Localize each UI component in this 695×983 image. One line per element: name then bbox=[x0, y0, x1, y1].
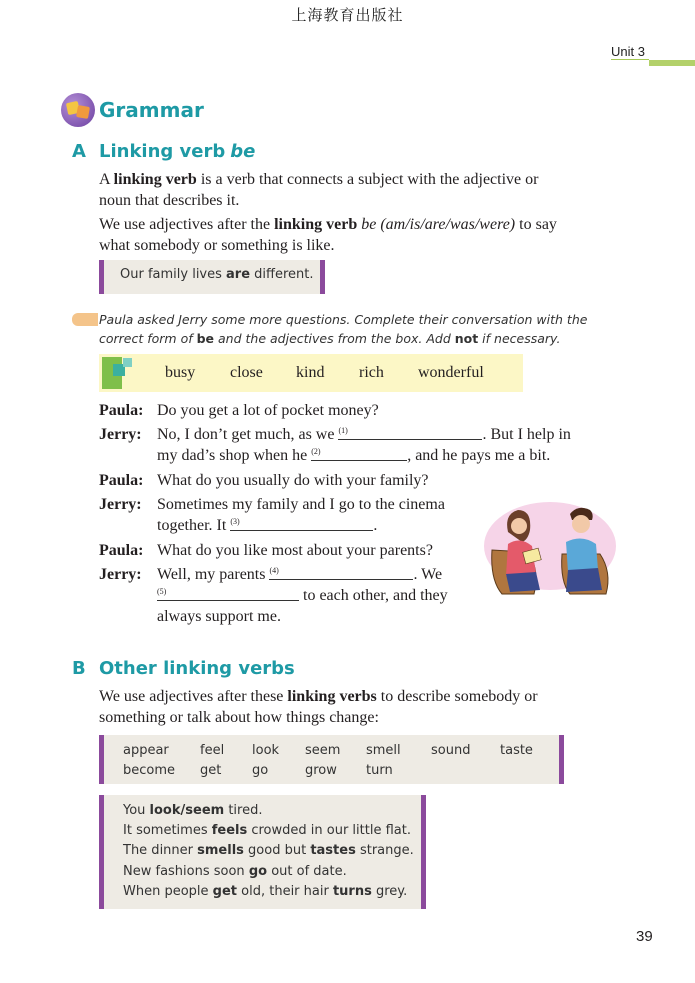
answer-blank-3[interactable]: (3) bbox=[230, 515, 373, 531]
section-a-letter: A bbox=[72, 141, 86, 162]
linking-verb: appear bbox=[123, 743, 169, 758]
section-a-paragraph-2: We use adjectives after the linking verb be (am/is/are/was/were) to say what somebody or something is like. bbox=[99, 216, 557, 254]
word-box-item: close bbox=[230, 364, 263, 381]
linking-verb: look bbox=[252, 743, 280, 758]
linking-verb: get bbox=[200, 763, 222, 778]
unit-underline bbox=[611, 59, 649, 60]
speaker-name: Jerry: bbox=[99, 426, 142, 443]
family-conversation-illustration bbox=[482, 500, 617, 598]
example-sentence: New fashions soon go out of date. bbox=[123, 863, 347, 879]
linking-verb: sound bbox=[431, 743, 471, 758]
example-sentence: The dinner smells good but tastes strange. bbox=[123, 843, 414, 859]
word-box-item: rich bbox=[359, 364, 384, 381]
word-box-item: wonderful bbox=[418, 364, 484, 381]
speaker-name: Jerry: bbox=[99, 566, 142, 583]
section-a-title: Linking verb bbox=[99, 141, 226, 162]
puzzle-icon bbox=[61, 93, 95, 127]
linking-verb: turn bbox=[366, 763, 393, 778]
answer-blank-4[interactable]: (4) bbox=[269, 564, 413, 580]
linking-verbs-box bbox=[99, 735, 564, 784]
section-a-title-italic: be bbox=[230, 141, 256, 162]
unit-bar bbox=[649, 60, 695, 66]
section-b-letter: B bbox=[72, 658, 86, 679]
word-box bbox=[99, 354, 523, 392]
publisher-header: 上海教育出版社 bbox=[291, 6, 404, 24]
answer-blank-5[interactable]: (5) bbox=[157, 585, 299, 601]
speaker-name: Paula: bbox=[99, 472, 144, 489]
linking-verb: grow bbox=[305, 763, 337, 778]
grammar-title: Grammar bbox=[99, 98, 204, 122]
section-b-heading bbox=[72, 658, 295, 679]
speaker-name: Paula: bbox=[99, 402, 144, 419]
answer-blank-2[interactable]: (2) bbox=[311, 445, 407, 461]
word-box-item: busy bbox=[165, 364, 196, 381]
examples-box-b bbox=[99, 795, 426, 909]
example-box-a: Our family lives are different. bbox=[99, 260, 325, 294]
example-sentence: When people get old, their hair turns grey. bbox=[123, 883, 408, 899]
example-sentence: You look/seem tired. bbox=[123, 803, 263, 818]
example-sentence: It sometimes feels crowded in our little flat. bbox=[123, 823, 411, 839]
unit-label: Unit 3 bbox=[611, 44, 645, 59]
section-a-paragraph-1: A linking verb is a verb that connects a subject with the adjective or noun that describes it. bbox=[99, 171, 539, 209]
linking-verb: smell bbox=[366, 743, 401, 758]
linking-verb: become bbox=[123, 763, 176, 778]
exercise-tab-icon bbox=[72, 313, 98, 326]
linking-verb: taste bbox=[500, 743, 533, 758]
linking-verb: seem bbox=[305, 743, 341, 758]
section-b-title: Other linking verbs bbox=[99, 658, 295, 679]
speaker-name: Jerry: bbox=[99, 496, 142, 513]
page-number: 39 bbox=[636, 928, 653, 945]
speaker-name: Paula: bbox=[99, 542, 144, 559]
exercise-instruction: Paula asked Jerry some more questions. Complete their conversation with the correct form of be and the adjectives from the box. Add not if necessary. bbox=[99, 312, 588, 346]
linking-verb: go bbox=[252, 763, 269, 778]
word-box-item: kind bbox=[296, 364, 325, 381]
section-a-heading bbox=[72, 141, 255, 162]
section-b-paragraph: We use adjectives after these linking verbs to describe somebody or something or talk about how things change: bbox=[99, 688, 538, 726]
linking-verb: feel bbox=[200, 743, 225, 758]
grammar-heading bbox=[61, 93, 204, 127]
answer-blank-1[interactable]: (1) bbox=[338, 424, 482, 440]
